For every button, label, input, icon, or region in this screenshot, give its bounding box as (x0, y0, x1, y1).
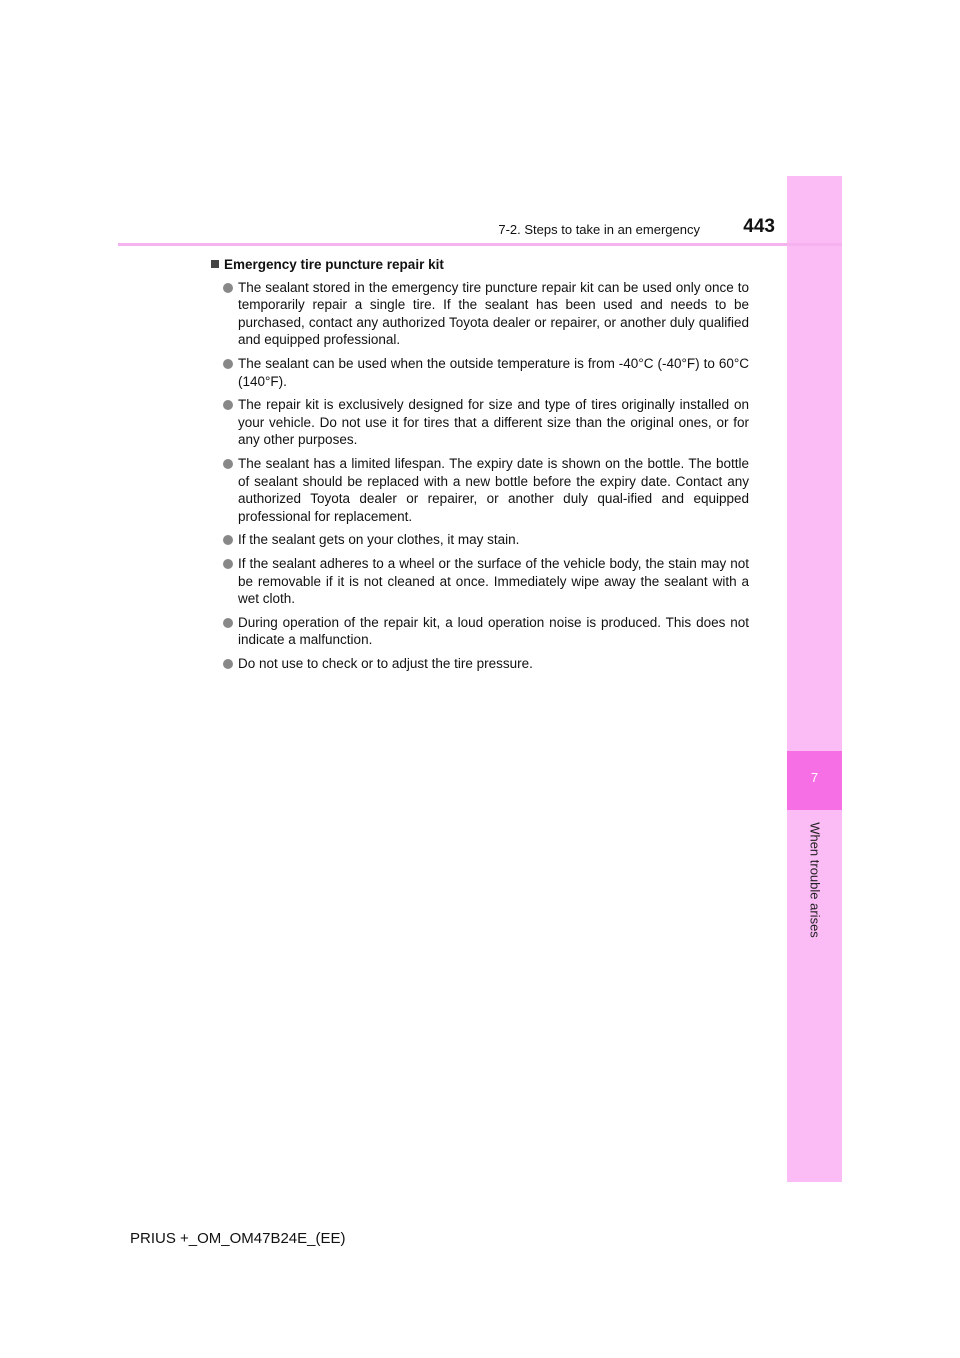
bullet-icon (223, 400, 233, 410)
list-item-text: The sealant has a limited lifespan. The expiry date is shown on the bottle. The bottle of sealant should be replaced with a new bottle before the expiry date. Contact any authorized Toyota dealer or repairer, or another duly qual-ified and equipped professional for replacement. (238, 455, 749, 524)
list-item (211, 396, 749, 449)
bullet-icon (223, 618, 233, 628)
list-item-text: If the sealant gets on your clothes, it may stain. (238, 532, 520, 548)
list-item-text: The sealant can be used when the outside temperature is from -40°C (-40°F) to 60°C (140°F). (238, 355, 749, 389)
list-item (211, 279, 749, 349)
chapter-side-tab (787, 176, 842, 1182)
list-item (211, 531, 749, 549)
chapter-title: When trouble arises (807, 822, 823, 938)
bullet-icon (223, 283, 233, 293)
chapter-number: 7 (810, 770, 819, 785)
main-content (211, 256, 749, 678)
section-title: 7-2. Steps to take in an emergency (498, 222, 700, 237)
bullet-icon (223, 559, 233, 569)
list-item (211, 614, 749, 649)
list-item-text: The sealant stored in the emergency tire puncture repair kit can be used only once to temporarily repair a single tire. If the sealant has been used and needs to be purchased, contact any authorized Toyota dealer or repairer, or another duly qualified and equipped professional. (238, 279, 749, 348)
list-item-text: The repair kit is exclusively designed for size and type of tires originally installed on your vehicle. Do not use it for tires that a different size than the original ones, or for any other purposes. (238, 397, 749, 448)
list-item-text: During operation of the repair kit, a loud operation noise is produced. This does not indicate a malfunction. (238, 614, 749, 648)
document-code: PRIUS +_OM_OM47B24E_(EE) (130, 1230, 346, 1247)
section-heading (211, 256, 749, 274)
bullet-icon (223, 359, 233, 369)
bullet-icon (223, 659, 233, 669)
square-bullet-icon (211, 260, 219, 268)
list-item (211, 655, 749, 673)
list-item-text: If the sealant adheres to a wheel or the surface of the vehicle body, the stain may not be removable if it is not cleaned at once. Immediately wipe away the sealant with a wet cloth. (238, 555, 749, 607)
list-item (211, 555, 749, 608)
page-number: 443 (743, 216, 775, 237)
section-heading-text: Emergency tire puncture repair kit (224, 257, 444, 272)
bullet-icon (223, 535, 233, 545)
bullet-icon (223, 459, 233, 469)
list-item (211, 455, 749, 525)
list-item (211, 355, 749, 390)
header-rule (118, 243, 842, 246)
list-item-text: Do not use to check or to adjust the tire pressure. (238, 655, 533, 671)
